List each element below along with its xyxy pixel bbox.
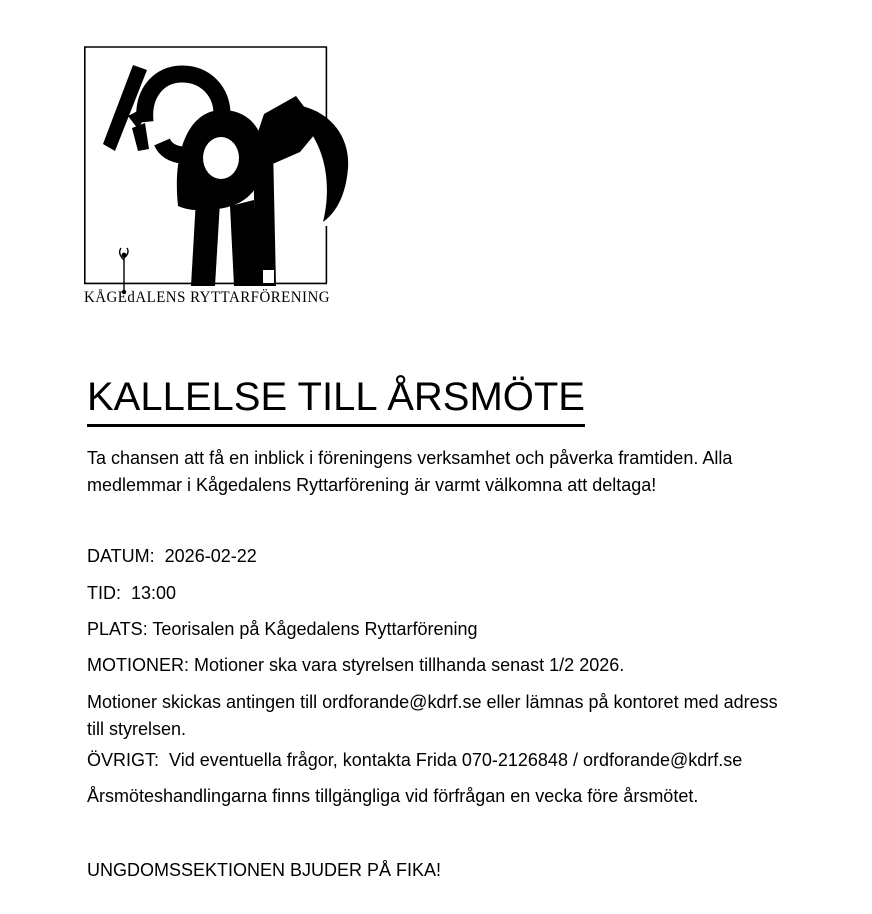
page-title: KALLELSE TILL ÅRSMÖTE [87, 374, 585, 427]
line-ovrigt: ÖVRIGT: Vid eventuella frågor, kontakta Frida 070-2126848 / ordforande@kdrf.se [87, 750, 743, 770]
horse-logo-icon [82, 44, 354, 306]
line-plats: PLATS: Teorisalen på Kågedalens Ryttarförening [87, 619, 478, 639]
line-fika: UNGDOMSSEKTIONEN BJUDER PÅ FIKA! [87, 860, 442, 880]
logo-caption: KÅGEdALENS RYTTARFÖRENING [84, 289, 330, 306]
line-handlingar: Årsmöteshandlingarna finns tillgängliga vid förfrågan en vecka före årsmötet. [87, 786, 699, 806]
line-tid: TID: 13:00 [87, 583, 177, 603]
horse-figure [103, 65, 348, 286]
flourish-dot [122, 253, 127, 258]
intro-paragraph: Ta chansen att få en inblick i föreningens verksamhet och påverka framtiden. Alla medlemmar i Kågedalens Ryttarförening är varmt välkomna att deltaga! [87, 448, 738, 495]
line-datum: DATUM: 2026-02-22 [87, 546, 257, 566]
club-logo [82, 44, 354, 306]
line-motioner: MOTIONER: Motioner ska vara styrelsen tillhanda senast 1/2 2026. [87, 655, 625, 675]
line-motioner-info: Motioner skickas antingen till ordforande@kdrf.se eller lämnas på kontoret med adress till styrelsen. [87, 692, 783, 739]
